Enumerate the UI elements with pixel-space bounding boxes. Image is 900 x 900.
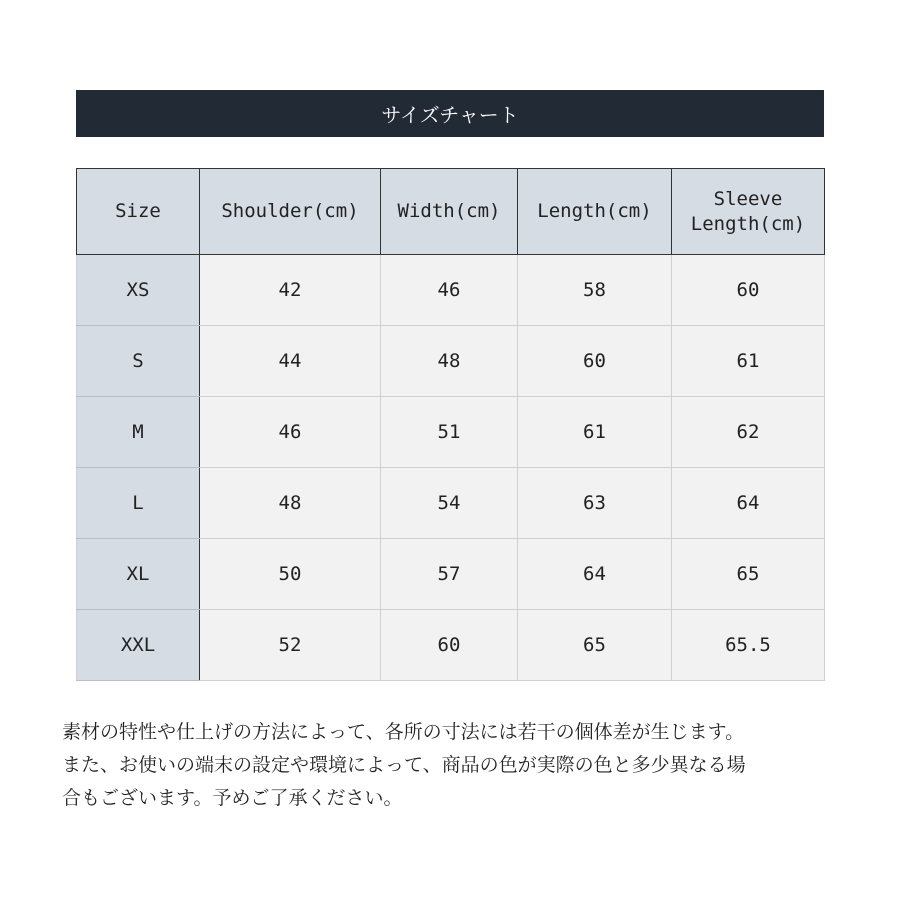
size-chart-title: サイズチャート [381, 103, 519, 127]
header-length: Length(cm) [518, 169, 672, 255]
cell-width: 54 [381, 468, 518, 539]
cell-sleeve-length: 60 [672, 255, 825, 326]
table-row [77, 255, 825, 326]
cell-width: 60 [381, 610, 518, 681]
cell-shoulder: 48 [200, 468, 381, 539]
header-sleeve-line1: Sleeve [713, 187, 783, 210]
cell-sleeve-length: 65 [672, 539, 825, 610]
header-width: Width(cm) [381, 169, 518, 255]
table-row [77, 397, 825, 468]
table-row [77, 468, 825, 539]
header-shoulder: Shoulder(cm) [200, 169, 381, 255]
cell-sleeve-length: 65.5 [672, 610, 825, 681]
cell-length: 64 [518, 539, 672, 610]
cell-shoulder: 42 [200, 255, 381, 326]
cell-shoulder: 46 [200, 397, 381, 468]
cell-sleeve-length: 61 [672, 326, 825, 397]
cell-length: 58 [518, 255, 672, 326]
header-sleeve-line2: Length(cm) [690, 212, 806, 235]
note-line: 素材の特性や仕上げの方法によって、各所の寸法には若干の個体差が生じます。 [62, 721, 745, 743]
cell-shoulder: 50 [200, 539, 381, 610]
cell-size: XL [77, 539, 200, 610]
cell-sleeve-length: 64 [672, 468, 825, 539]
table-row [77, 539, 825, 610]
table-header-row [77, 169, 825, 255]
table-row [77, 610, 825, 681]
cell-width: 57 [381, 539, 518, 610]
cell-shoulder: 44 [200, 326, 381, 397]
cell-length: 61 [518, 397, 672, 468]
cell-length: 63 [518, 468, 672, 539]
cell-size: L [77, 468, 200, 539]
size-chart-table [76, 168, 825, 681]
header-size: Size [77, 169, 200, 255]
cell-size: M [77, 397, 200, 468]
cell-size: XXL [77, 610, 200, 681]
cell-width: 46 [381, 255, 518, 326]
table-row [77, 326, 825, 397]
size-chart-title-banner [76, 90, 824, 137]
header-sleeve-length [672, 169, 825, 255]
cell-width: 51 [381, 397, 518, 468]
cell-length: 65 [518, 610, 672, 681]
cell-length: 60 [518, 326, 672, 397]
cell-size: S [77, 326, 200, 397]
cell-width: 48 [381, 326, 518, 397]
cell-shoulder: 52 [200, 610, 381, 681]
note-line: 合もございます。予めご了承ください。 [62, 787, 403, 809]
cell-sleeve-length: 62 [672, 397, 825, 468]
cell-size: XS [77, 255, 200, 326]
disclaimer-note [62, 716, 862, 815]
note-line: また、お使いの端末の設定や環境によって、商品の色が実際の色と多少異なる場 [62, 754, 746, 776]
